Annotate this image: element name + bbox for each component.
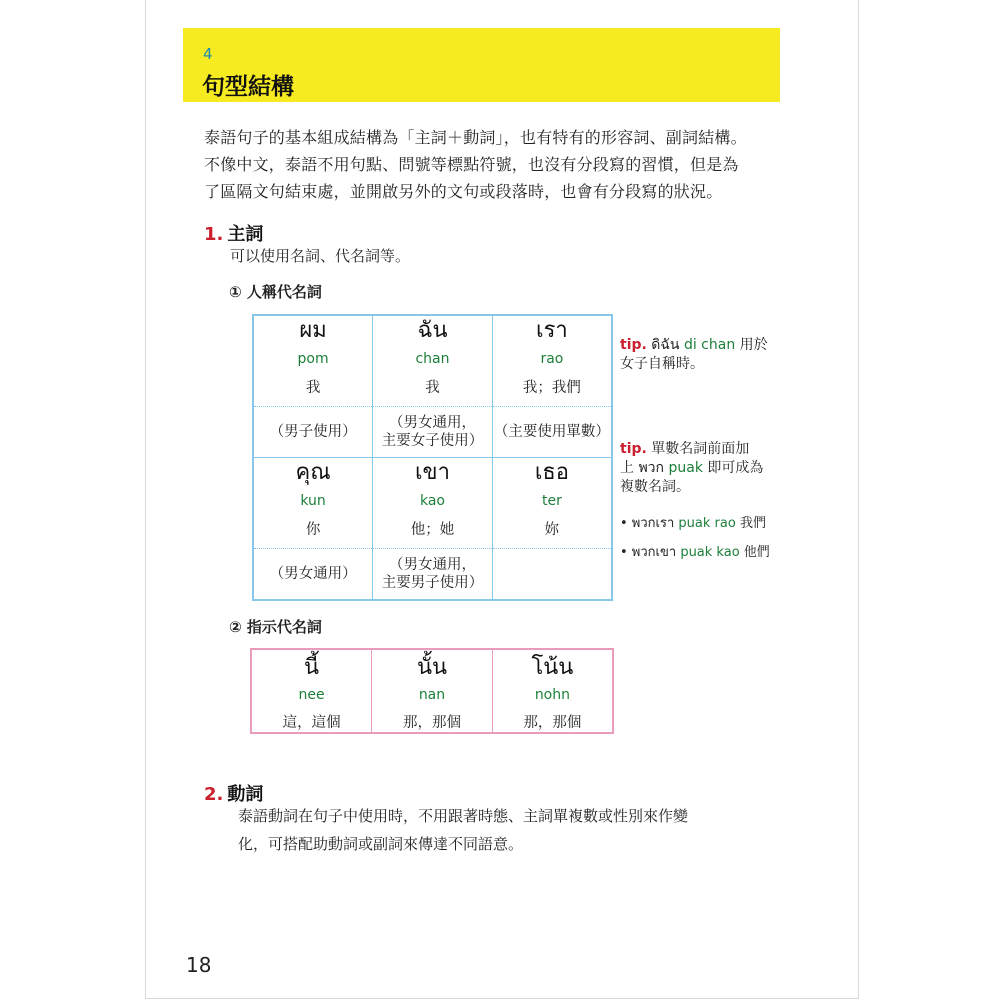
example-romanization: puak kao (680, 545, 740, 560)
example-romanization: puak rao (678, 516, 736, 531)
tip-plural (620, 440, 790, 497)
usage-note: （男女通用， 主要女子使用） (373, 407, 493, 458)
intro-line: 不像中文，泰語不用句點、問號等標點符號，也沒有分段寫的習慣，但是為 (204, 155, 739, 174)
usage-note: （男女通用， 主要男子使用） (373, 549, 493, 601)
tip-example (620, 512, 766, 533)
thai-word: เรา (536, 318, 568, 343)
demonstrative-cell (492, 649, 613, 733)
thai-word: โน้น (531, 655, 574, 680)
romanization: kao (419, 493, 445, 509)
personal-pronoun-table (252, 314, 613, 601)
body-line: 泰語動詞在句子中使用時，不用跟著時態、主詞單複數或性別來作變 (238, 807, 689, 825)
tip-text: 上 (620, 460, 634, 476)
body-line: 化，可搭配助動詞或副詞來傳達不同語意。 (238, 835, 524, 853)
romanization: ter (541, 493, 562, 509)
usage-note (492, 549, 612, 601)
thai-word: คุณ (295, 460, 331, 485)
thai-word: ผม (299, 318, 327, 343)
section-number: 1. (204, 224, 224, 245)
pronoun-cell (492, 458, 612, 549)
tip-text: 即可成為 (707, 460, 764, 476)
pronoun-cell (253, 315, 373, 407)
meaning: 妳 (544, 522, 560, 538)
pronoun-cell (373, 458, 493, 549)
section-number: 2. (204, 784, 224, 805)
demonstrative-pronoun-table (250, 648, 614, 734)
tip-text: 單數名詞前面加 (651, 441, 750, 457)
example-meaning: 他們 (743, 545, 770, 560)
demonstrative-cell (372, 649, 493, 733)
example-meaning: 我們 (739, 516, 766, 531)
pronoun-cell (373, 315, 493, 407)
meaning: 那，那個 (523, 715, 582, 731)
section-title: 動詞 (227, 784, 264, 805)
chapter-number: 4 (203, 45, 213, 63)
tip-text: 複數名詞。 (620, 479, 690, 495)
pronoun-cell (492, 315, 612, 407)
usage-note: （主要使用單數） (492, 407, 612, 458)
tip-dichan (620, 336, 790, 374)
thai-word: เขา (415, 460, 450, 485)
example-thai: • พวกเขา (620, 545, 677, 560)
meaning: 你 (305, 522, 321, 538)
tip-thai: พวก (638, 460, 665, 476)
romanization: nan (418, 687, 446, 703)
meaning: 我；我們 (522, 380, 581, 396)
romanization: kun (300, 493, 326, 509)
meaning: 這，這個 (282, 715, 341, 731)
intro-paragraph (204, 124, 784, 205)
romanization: chan (415, 351, 450, 367)
example-thai: • พวกเรา (620, 516, 675, 531)
thai-word: นั้น (416, 655, 448, 680)
section-2-body (238, 802, 798, 858)
meaning: 我 (425, 380, 440, 396)
subheading-demonstrative-pronouns: ② 指示代名詞 (229, 618, 322, 636)
usage-note: （男女通用） (253, 549, 373, 601)
thai-word: เธอ (534, 460, 569, 485)
tip-romanization: puak (668, 460, 703, 476)
meaning: 他；她 (410, 522, 455, 538)
thai-word: ฉัน (417, 318, 448, 343)
section-title: 主詞 (227, 224, 264, 245)
romanization: rao (540, 351, 564, 367)
tip-thai: ดิฉัน (651, 337, 680, 353)
thai-word: นี้ (304, 655, 320, 680)
section-1-body: 可以使用名詞、代名詞等。 (230, 247, 411, 265)
pronoun-cell (253, 458, 373, 549)
romanization: nee (298, 687, 325, 703)
intro-line: 了區隔文句結束處，並開啟另外的文句或段落時，也會有分段寫的狀況。 (204, 182, 723, 201)
subheading-personal-pronouns: ① 人稱代名詞 (229, 283, 322, 301)
tip-example (620, 541, 770, 562)
tip-label: tip. (620, 337, 647, 353)
romanization: pom (297, 351, 329, 367)
chapter-title: 句型結構 (202, 74, 294, 100)
meaning: 那，那個 (402, 715, 461, 731)
tip-label: tip. (620, 441, 647, 457)
page-number: 18 (186, 953, 212, 977)
intro-line: 泰語句子的基本組成結構為「主詞＋動詞」，也有特有的形容詞、副詞結構。 (204, 128, 747, 147)
romanization: nohn (534, 687, 570, 703)
tip-text: 女子自稱時。 (620, 356, 704, 372)
meaning: 我 (305, 380, 321, 396)
tip-romanization: di chan (683, 337, 736, 353)
tip-text: 用於 (739, 337, 768, 353)
demonstrative-cell (251, 649, 372, 733)
usage-note: （男子使用） (253, 407, 373, 458)
